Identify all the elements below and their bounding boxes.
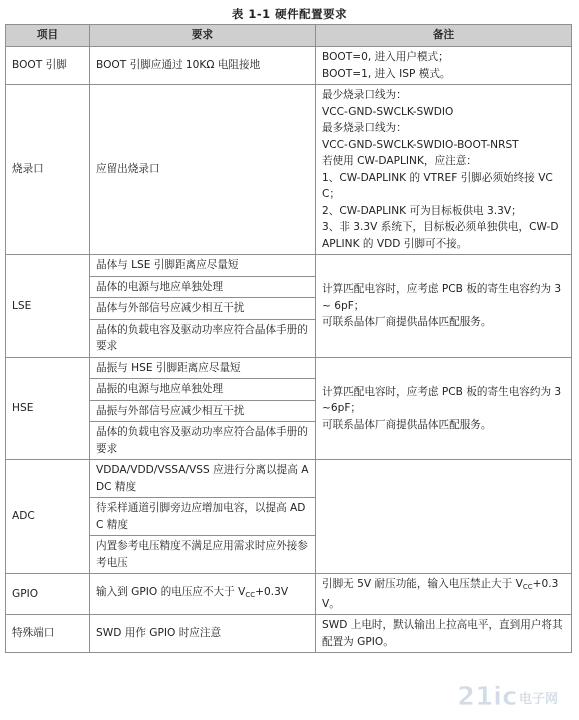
req-lse-3: 晶体与外部信号应减少相互干扰 bbox=[90, 298, 316, 320]
item-hse: HSE bbox=[6, 357, 90, 460]
note-line: 最多烧录口线为： bbox=[322, 122, 407, 134]
note-hse bbox=[316, 357, 572, 460]
item-boot: BOOT 引脚 bbox=[6, 47, 90, 85]
note-line: 2、CW-DAPLINK 可为目标板供电 3.3V； bbox=[322, 204, 522, 217]
note-line: 可联系晶体厂商提供晶体匹配服务。 bbox=[322, 418, 492, 431]
item-special-port: 特殊端口 bbox=[6, 615, 90, 653]
svg-text:电子网: 电子网 bbox=[519, 692, 559, 707]
item-gpio: GPIO bbox=[6, 574, 90, 615]
svg-text:21ic: 21ic bbox=[457, 682, 518, 712]
req-adc-3: 内置参考电压精度不满足应用需求时应外接参考电压 bbox=[90, 536, 316, 574]
table-row-boot bbox=[6, 47, 572, 85]
req-adc-2: 待采样通道引脚旁边应增加电容，以提高 ADC 精度 bbox=[90, 498, 316, 536]
header-note: 备注 bbox=[316, 25, 572, 47]
hardware-config-table bbox=[5, 24, 572, 653]
watermark-logo-icon bbox=[455, 678, 573, 714]
note-line: 计算匹配电容时，应考虑 PCB 板的寄生电容约为 3~6pF； bbox=[322, 385, 562, 414]
header-item: 项目 bbox=[6, 25, 90, 47]
req-lse-1: 晶体与 LSE 引脚距离应尽量短 bbox=[90, 255, 316, 277]
req-gpio-tail: +0.3V bbox=[255, 586, 289, 599]
note-line: BOOT=1, 进入 ISP 模式。 bbox=[322, 67, 451, 80]
req-gpio bbox=[90, 574, 316, 615]
table-row-special-port bbox=[6, 615, 572, 653]
note-line: 可联系晶体厂商提供晶体匹配服务。 bbox=[322, 316, 492, 328]
note-line: 3、非 3.3V 系统下，目标板必须单独供电，CW-DAPLINK 的 VDD 引脚可不接。 bbox=[322, 221, 559, 250]
req-lse-4: 晶体的负载电容及驱动功率应符合晶体手册的要求 bbox=[90, 319, 316, 357]
note-gpio-tail: +0.3V。 bbox=[322, 578, 559, 610]
note-gpio bbox=[316, 574, 572, 615]
req-hse-4: 晶体的负载电容及驱动功率应符合晶体手册的要求 bbox=[90, 422, 316, 460]
note-line: 计算匹配电容时，应考虑 PCB 板的寄生电容约为 3 ~ 6pF； bbox=[322, 283, 562, 312]
note-special-port: SWD 上电时，默认输出上拉高电平，直到用户将其配置为 GPIO。 bbox=[316, 615, 572, 653]
req-adc-1: VDDA/VDD/VSSA/VSS 应进行分离以提高 ADC 精度 bbox=[90, 460, 316, 498]
table-row-hse bbox=[6, 357, 572, 379]
note-line: VCC-GND-SWCLK-SWDIO-BOOT-NRST bbox=[322, 138, 519, 151]
req-gpio-sub: CC bbox=[245, 591, 256, 600]
note-line: VCC-GND-SWCLK-SWDIO bbox=[322, 105, 454, 118]
table-header-row bbox=[6, 25, 572, 47]
table-row-adc bbox=[6, 460, 572, 498]
req-lse-2: 晶体的电源与地应单独处理 bbox=[90, 276, 316, 298]
note-lse bbox=[316, 255, 572, 358]
note-adc bbox=[316, 460, 572, 574]
table-row-lse bbox=[6, 255, 572, 277]
req-burn-port: 应留出烧录口 bbox=[90, 85, 316, 255]
note-line: 最少烧录口线为： bbox=[322, 89, 407, 101]
note-burn-port bbox=[316, 85, 572, 255]
item-lse: LSE bbox=[6, 255, 90, 358]
req-hse-2: 晶振的电源与地应单独处理 bbox=[90, 379, 316, 401]
req-hse-1: 晶振与 HSE 引脚距离应尽量短 bbox=[90, 357, 316, 379]
note-line: 若使用 CW-DAPLINK，应注意： bbox=[322, 155, 477, 167]
note-boot bbox=[316, 47, 572, 85]
item-adc: ADC bbox=[6, 460, 90, 574]
req-special-port: SWD 用作 GPIO 时应注意 bbox=[90, 615, 316, 653]
req-gpio-text: 输入到 GPIO 的电压应不大于 V bbox=[96, 586, 246, 599]
table-row-burn-port bbox=[6, 85, 572, 255]
item-burn-port: 烧录口 bbox=[6, 85, 90, 255]
req-hse-3: 晶振与外部信号应减少相互干扰 bbox=[90, 400, 316, 422]
note-gpio-sub: CC bbox=[522, 583, 533, 591]
header-requirement: 要求 bbox=[90, 25, 316, 47]
note-line: BOOT=0, 进入用户模式； bbox=[322, 51, 449, 63]
req-boot: BOOT 引脚应通过 10KΩ 电阻接地 bbox=[90, 47, 316, 85]
note-line: 1、CW-DAPLINK 的 VTREF 引脚必须始终接 VCC； bbox=[322, 171, 553, 200]
note-gpio-text: 引脚无 5V 耐压功能，输入电压禁止大于 V bbox=[322, 578, 523, 590]
table-caption: 表 1-1 硬件配置要求 bbox=[231, 7, 348, 21]
table-row-gpio bbox=[6, 574, 572, 615]
